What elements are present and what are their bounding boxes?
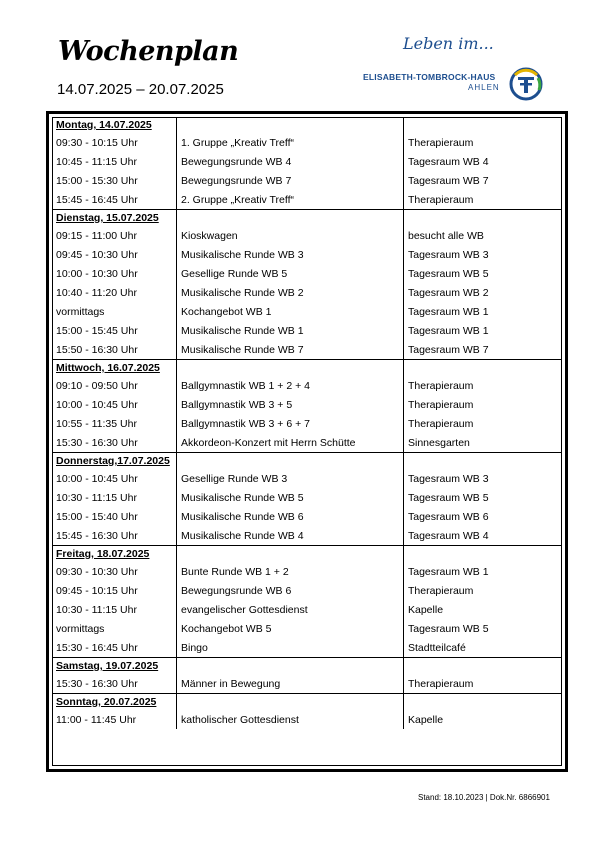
day-name-cell bbox=[52, 360, 177, 377]
schedule-row bbox=[52, 302, 562, 321]
logo-mark-icon bbox=[508, 66, 544, 102]
day-name: Mittwoch, 16.07.2025 bbox=[56, 362, 160, 374]
location-cell: Tagesraum WB 7 bbox=[404, 340, 563, 360]
location-cell: Tagesraum WB 7 bbox=[404, 171, 563, 190]
activity-cell bbox=[177, 210, 404, 227]
day-header-row bbox=[52, 694, 562, 711]
time-cell: 15:30 - 16:30 Uhr bbox=[56, 436, 138, 449]
activity-cell: Gesellige Runde WB 5 bbox=[177, 264, 404, 283]
location-cell: Tagesraum WB 3 bbox=[404, 245, 563, 264]
schedule-row bbox=[52, 321, 562, 340]
location-cell: Therapieraum bbox=[404, 674, 563, 694]
location-cell: Therapieraum bbox=[404, 133, 563, 152]
location-cell: Tagesraum WB 4 bbox=[404, 526, 563, 546]
time-cell: 10:30 - 11:15 Uhr bbox=[56, 603, 137, 616]
activity-cell: Ballgymnastik WB 3 + 6 + 7 bbox=[177, 414, 404, 433]
activity-cell: Ballgymnastik WB 3 + 5 bbox=[177, 395, 404, 414]
activity-cell: Kochangebot WB 1 bbox=[177, 302, 404, 321]
day-header-row bbox=[52, 210, 562, 227]
location-cell: Tagesraum WB 5 bbox=[404, 264, 563, 283]
time-cell: 09:45 - 10:15 Uhr bbox=[56, 584, 138, 597]
time-cell: 10:55 - 11:35 Uhr bbox=[56, 417, 137, 430]
schedule-row bbox=[52, 507, 562, 526]
schedule-row bbox=[52, 562, 562, 581]
day-header-row bbox=[52, 117, 562, 133]
location-cell: Tagesraum WB 2 bbox=[404, 283, 563, 302]
time-cell: 09:30 - 10:15 Uhr bbox=[56, 136, 138, 149]
day-name: Sonntag, 20.07.2025 bbox=[56, 696, 157, 708]
day-header-row bbox=[52, 360, 562, 377]
location-cell: besucht alle WB bbox=[404, 226, 563, 245]
schedule-row bbox=[52, 376, 562, 395]
location-cell: Sinnesgarten bbox=[404, 433, 563, 453]
time-cell: 10:45 - 11:15 Uhr bbox=[56, 155, 137, 168]
activity-cell: Bewegungsrunde WB 7 bbox=[177, 171, 404, 190]
schedule-row bbox=[52, 581, 562, 600]
activity-cell: 2. Gruppe „Kreativ Treff“ bbox=[177, 190, 404, 210]
location-cell: Therapieraum bbox=[404, 414, 563, 433]
activity-cell: Musikalische Runde WB 2 bbox=[177, 283, 404, 302]
activity-cell: Akkordeon-Konzert mit Herrn Schütte bbox=[177, 433, 404, 453]
activity-cell: Musikalische Runde WB 5 bbox=[177, 488, 404, 507]
schedule-row bbox=[52, 433, 562, 453]
activity-cell: Kochangebot WB 5 bbox=[177, 619, 404, 638]
day-header-row bbox=[52, 453, 562, 470]
time-cell: 15:30 - 16:30 Uhr bbox=[56, 677, 138, 690]
logo-tagline: Leben im... bbox=[403, 34, 494, 53]
schedule-row bbox=[52, 395, 562, 414]
schedule-table bbox=[52, 117, 562, 729]
location-cell: Tagesraum WB 1 bbox=[404, 321, 563, 340]
schedule-row bbox=[52, 171, 562, 190]
day-name-cell bbox=[52, 453, 177, 470]
logo-name: ELISABETH-TOMBROCK-HAUS bbox=[363, 72, 496, 82]
schedule-row bbox=[52, 283, 562, 302]
schedule-row bbox=[52, 600, 562, 619]
activity-cell: evangelischer Gottesdienst bbox=[177, 600, 404, 619]
location-cell bbox=[404, 694, 563, 711]
activity-cell: Bunte Runde WB 1 + 2 bbox=[177, 562, 404, 581]
day-name: Donnerstag,17.07.2025 bbox=[56, 455, 170, 467]
time-cell: 15:00 - 15:40 Uhr bbox=[56, 510, 138, 523]
schedule-row bbox=[52, 226, 562, 245]
activity-cell: Musikalische Runde WB 6 bbox=[177, 507, 404, 526]
page-title: Wochenplan bbox=[58, 36, 239, 67]
document-footer: Stand: 18.10.2023 | Dok.Nr. 6866901 bbox=[418, 793, 550, 802]
day-name-cell bbox=[52, 117, 177, 133]
schedule-row bbox=[52, 264, 562, 283]
time-cell: 09:15 - 11:00 Uhr bbox=[56, 229, 137, 242]
location-cell: Tagesraum WB 5 bbox=[404, 488, 563, 507]
activity-cell: Männer in Bewegung bbox=[177, 674, 404, 694]
time-cell: 09:45 - 10:30 Uhr bbox=[56, 248, 138, 261]
activity-cell bbox=[177, 453, 404, 470]
location-cell bbox=[404, 360, 563, 377]
day-header-row bbox=[52, 546, 562, 563]
activity-cell: Bewegungsrunde WB 4 bbox=[177, 152, 404, 171]
activity-cell: Musikalische Runde WB 1 bbox=[177, 321, 404, 340]
date-range: 14.07.2025 – 20.07.2025 bbox=[57, 81, 224, 98]
day-header-row bbox=[52, 658, 562, 675]
location-cell bbox=[404, 210, 563, 227]
schedule-row bbox=[52, 340, 562, 360]
schedule-row bbox=[52, 152, 562, 171]
location-cell: Therapieraum bbox=[404, 395, 563, 414]
day-name: Montag, 14.07.2025 bbox=[56, 119, 152, 131]
activity-cell bbox=[177, 694, 404, 711]
day-name: Dienstag, 15.07.2025 bbox=[56, 212, 159, 224]
time-cell: 10:40 - 11:20 Uhr bbox=[56, 286, 137, 299]
schedule-row bbox=[52, 638, 562, 658]
location-cell: Stadtteilcafé bbox=[404, 638, 563, 658]
time-cell: 10:00 - 10:45 Uhr bbox=[56, 472, 138, 485]
activity-cell: Bingo bbox=[177, 638, 404, 658]
location-cell: Tagesraum WB 5 bbox=[404, 619, 563, 638]
location-cell: Tagesraum WB 1 bbox=[404, 302, 563, 321]
day-name: Samstag, 19.07.2025 bbox=[56, 660, 159, 672]
location-cell: Therapieraum bbox=[404, 190, 563, 210]
time-cell: 15:30 - 16:45 Uhr bbox=[56, 641, 138, 654]
location-cell: Kapelle bbox=[404, 710, 563, 729]
location-cell: Therapieraum bbox=[404, 581, 563, 600]
time-cell: 10:30 - 11:15 Uhr bbox=[56, 491, 137, 504]
day-name-cell bbox=[52, 546, 177, 563]
schedule-row bbox=[52, 190, 562, 210]
location-cell: Tagesraum WB 4 bbox=[404, 152, 563, 171]
activity-cell: Gesellige Runde WB 3 bbox=[177, 469, 404, 488]
schedule-row bbox=[52, 488, 562, 507]
time-cell: 11:00 - 11:45 Uhr bbox=[56, 713, 137, 726]
day-name: Freitag, 18.07.2025 bbox=[56, 548, 150, 560]
schedule-row bbox=[52, 674, 562, 694]
activity-cell bbox=[177, 546, 404, 563]
activity-cell: Musikalische Runde WB 7 bbox=[177, 340, 404, 360]
activity-cell: Ballgymnastik WB 1 + 2 + 4 bbox=[177, 376, 404, 395]
activity-cell: Kioskwagen bbox=[177, 226, 404, 245]
time-cell: 10:00 - 10:30 Uhr bbox=[56, 267, 138, 280]
time-cell: 15:45 - 16:30 Uhr bbox=[56, 529, 138, 542]
location-cell bbox=[404, 658, 563, 675]
schedule-row bbox=[52, 619, 562, 638]
facility-logo bbox=[358, 34, 558, 100]
time-cell: 15:00 - 15:30 Uhr bbox=[56, 174, 138, 187]
time-cell: 15:45 - 16:45 Uhr bbox=[56, 193, 138, 206]
activity-cell: Bewegungsrunde WB 6 bbox=[177, 581, 404, 600]
activity-cell bbox=[177, 360, 404, 377]
time-cell: 09:10 - 09:50 Uhr bbox=[56, 379, 138, 392]
time-cell: 10:00 - 10:45 Uhr bbox=[56, 398, 138, 411]
location-cell: Tagesraum WB 3 bbox=[404, 469, 563, 488]
time-cell: 15:00 - 15:45 Uhr bbox=[56, 324, 138, 337]
location-cell: Tagesraum WB 1 bbox=[404, 562, 563, 581]
logo-city: AHLEN bbox=[468, 83, 500, 92]
day-name-cell bbox=[52, 210, 177, 227]
activity-cell bbox=[177, 658, 404, 675]
day-name-cell bbox=[52, 658, 177, 675]
schedule-row bbox=[52, 469, 562, 488]
schedule-row bbox=[52, 133, 562, 152]
location-cell bbox=[404, 546, 563, 563]
schedule-row bbox=[52, 414, 562, 433]
schedule-row bbox=[52, 710, 562, 729]
schedule-row bbox=[52, 526, 562, 546]
activity-cell: 1. Gruppe „Kreativ Treff“ bbox=[177, 133, 404, 152]
location-cell: Kapelle bbox=[404, 600, 563, 619]
activity-cell bbox=[177, 117, 404, 133]
activity-cell: katholischer Gottesdienst bbox=[177, 710, 404, 729]
time-cell: 09:30 - 10:30 Uhr bbox=[56, 565, 138, 578]
activity-cell: Musikalische Runde WB 3 bbox=[177, 245, 404, 264]
location-cell bbox=[404, 453, 563, 470]
location-cell: Tagesraum WB 6 bbox=[404, 507, 563, 526]
location-cell: Therapieraum bbox=[404, 376, 563, 395]
day-name-cell bbox=[52, 694, 177, 711]
location-cell bbox=[404, 117, 563, 133]
time-cell: 15:50 - 16:30 Uhr bbox=[56, 343, 138, 356]
schedule-row bbox=[52, 245, 562, 264]
activity-cell: Musikalische Runde WB 4 bbox=[177, 526, 404, 546]
time-cell: vormittags bbox=[56, 622, 105, 635]
time-cell: vormittags bbox=[56, 305, 105, 318]
